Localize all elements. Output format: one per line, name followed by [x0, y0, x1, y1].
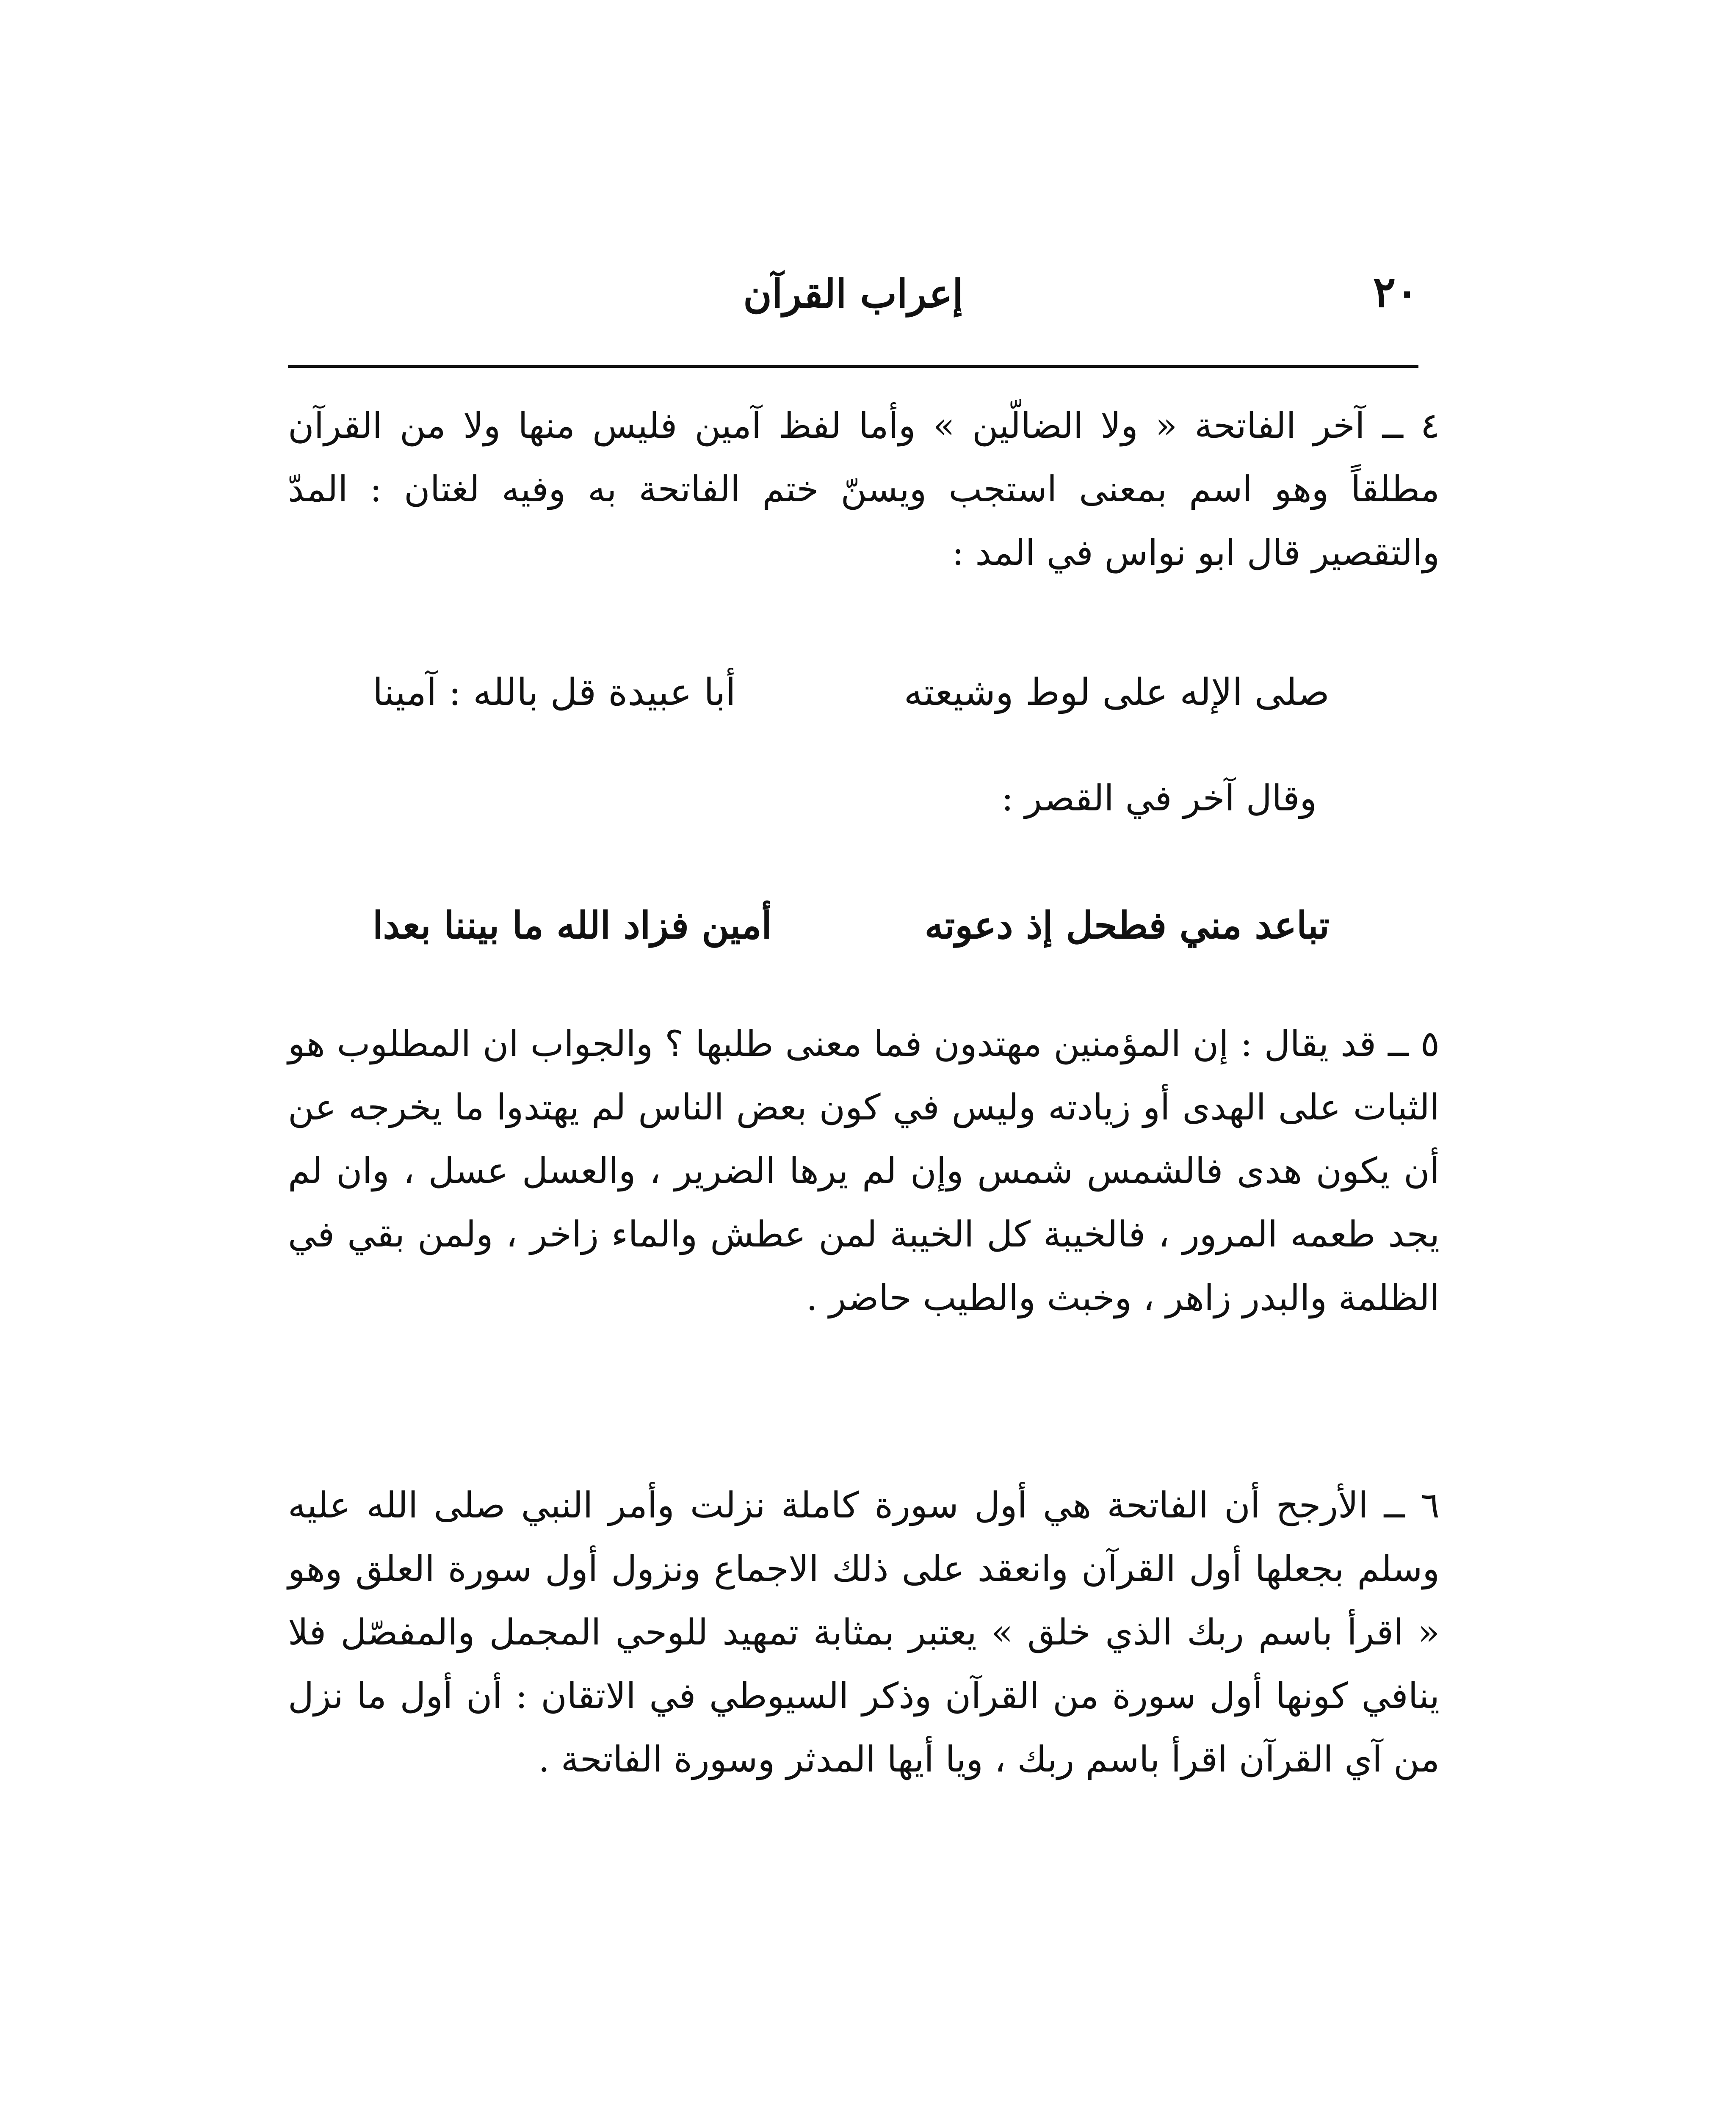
- paragraph-5: ٥ ــ قد يقال : إن المؤمنين مهتدون فما معنى طلبها ؟ والجواب ان المطلوب هو الثبات على الهدى أو زيادته وليس في كون بعض الناس لم يهتدوا ما يخرجه عن أن يكون هدى فالشمس شمس وإن لم يرها الضرير ، والعسل عسل ، وان لم يجد طعمه المرور ، فالخيبة كل الخيبة لمن عطش والماء زاخر ، ولمن بقي في الظلمة والبدر زاهر ، وخبث والطيب حاضر .: [288, 1023, 1440, 1318]
- paragraph-4-block: [288, 394, 1440, 584]
- verse-1-first-hemistich: صلى الإله على لوط وشيعته: [904, 670, 1330, 714]
- verse-2: [373, 893, 1330, 957]
- verse-1-second-hemistich: أبا عبيدة قل بالله : آمينا: [373, 670, 736, 714]
- verse-2-first-hemistich: تباعد مني فطحل إذ دعوته: [924, 903, 1330, 947]
- paragraph-6: ٦ ــ الأرجح أن الفاتحة هي أول سورة كاملة نزلت وأمر النبي صلى الله عليه وسلم بجعلها أول القرآن وانعقد على ذلك الاجماع ونزول أول سورة العلق وهو « اقرأ باسم ربك الذي خلق » يعتبر بمثابة تمهيد للوحي المجمل والمفصّل فلا ينافي كونها أول سورة من القرآن وذكر السيوطي في الاتقان : أن أول ما نزل من آي القرآن اقرأ باسم ربك ، ويا أيها المدثر وسورة الفاتحة .: [288, 1484, 1440, 1780]
- paragraph-6-block: [288, 1473, 1440, 1791]
- page-number: ٢٠: [1373, 267, 1418, 317]
- paragraph-4: ٤ ــ آخر الفاتحة « ولا الضالّين » وأما لفظ آمين فليس منها ولا من القرآن مطلقاً وهو اسم بمعنى استجب ويسنّ ختم الفاتحة به وفيه لغتان : المدّ والتقصير قال ابو نواس في المد :: [288, 405, 1440, 573]
- paragraph-5-block: [288, 1012, 1440, 1329]
- running-title: إعراب القرآن: [743, 271, 963, 317]
- verse-2-intro: وقال آخر في القصر :: [1001, 777, 1317, 819]
- verse-1: [373, 661, 1330, 724]
- verse-2-second-hemistich: أمين فزاد الله ما بيننا بعدا: [373, 903, 772, 947]
- page-header: [288, 250, 1418, 334]
- header-divider: [288, 365, 1418, 368]
